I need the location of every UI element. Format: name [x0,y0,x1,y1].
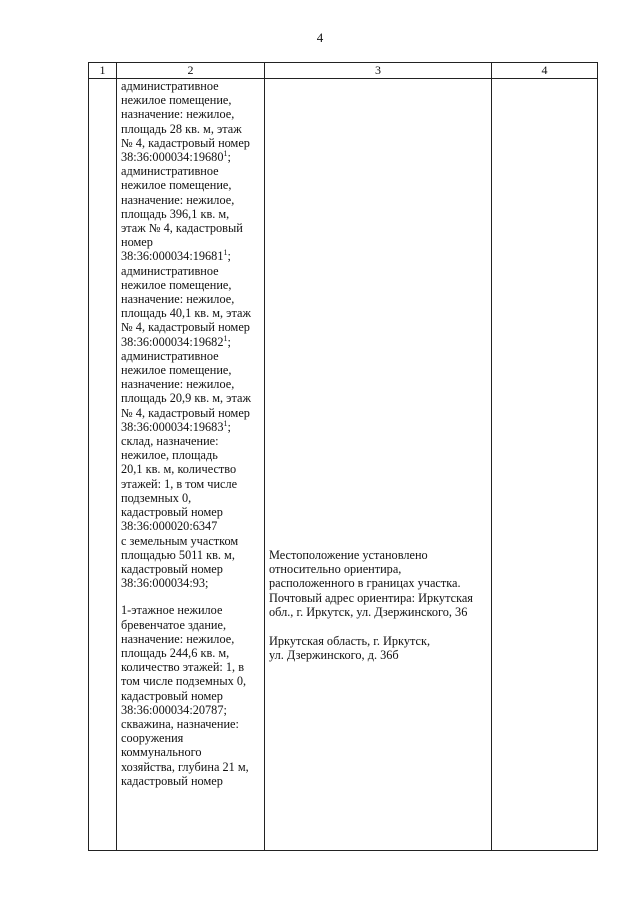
object-entry-6 [121,534,264,591]
object-description: с земельным участком площадью 5011 кв. м, кадастровый номер 38:36:000034:93; [121,533,239,591]
header-col-3: 3 [265,63,492,79]
object-entry-3 [121,264,264,349]
footnote-marker: 1 [223,333,228,343]
object-description: склад, назначение: нежилое, площадь 20,1 кв. м, количество этажей: 1, в том числе подземных 0, кадастровый номер 38:36:000020:6347 [121,434,238,534]
entry-separator: ; [227,249,231,264]
cell-col-2 [117,79,265,851]
object-description: административное нежилое помещение, назначение: нежилое, площадь 20,9 кв. м, этаж № 4, кадастровый номер 38:36:000034:19683 [121,348,251,434]
table-row [89,79,598,851]
object-description: административное нежилое помещение, назначение: нежилое, площадь 28 кв. м, этаж № 4, кадастровый номер 38:36:000034:19680 [121,79,250,165]
location-address: Иркутская область, г. Иркутск, ул. Дзержинского, д. 36б [269,634,431,663]
cell-col-3 [265,79,492,851]
spacer [121,590,264,603]
cell-col-1 [89,79,117,851]
property-table [88,62,598,851]
page-number: 4 [316,30,324,45]
footnote-marker: 1 [223,418,228,428]
entry-separator: ; [227,150,231,165]
object-entry-1 [121,79,264,164]
header-row [89,63,598,79]
header-col-2: 2 [117,63,265,79]
header-col-1: 1 [89,63,117,79]
object-entry-2 [121,164,264,263]
object-entry-7: 1-этажное нежилое бревенчатое здание, назначение: нежилое, площадь 244,6 кв. м, количество этажей: 1, в том числе подземных 0, кадастровый номер 38:36:000034:20787; скважина, назначение: сооружения коммунального хозяйства, глубина 21 м, кадастровый номер [121,603,249,788]
entry-separator: ; [227,419,231,434]
object-description: административное нежилое помещение, назначение: нежилое, площадь 396,1 кв. м, этаж № 4, кадастровый номер 38:36:000034:19681 [121,164,243,264]
footnote-marker: 1 [223,248,228,258]
header-col-4: 4 [492,63,598,79]
object-entry-4 [121,349,264,434]
object-description: административное нежилое помещение, назначение: нежилое, площадь 40,1 кв. м, этаж № 4, кадастровый номер 38:36:000034:19682 [121,263,251,349]
location-description: Местоположение установлено относительно ориентира, расположенного в границах участка. Почтовый адрес ориентира: Иркутская обл., г. Иркутск, ул. Дзержинского, 36 [269,548,473,619]
entry-separator: ; [227,334,231,349]
footnote-marker: 1 [223,148,228,158]
cell-col-4 [492,79,598,851]
object-entry-5 [121,434,264,533]
